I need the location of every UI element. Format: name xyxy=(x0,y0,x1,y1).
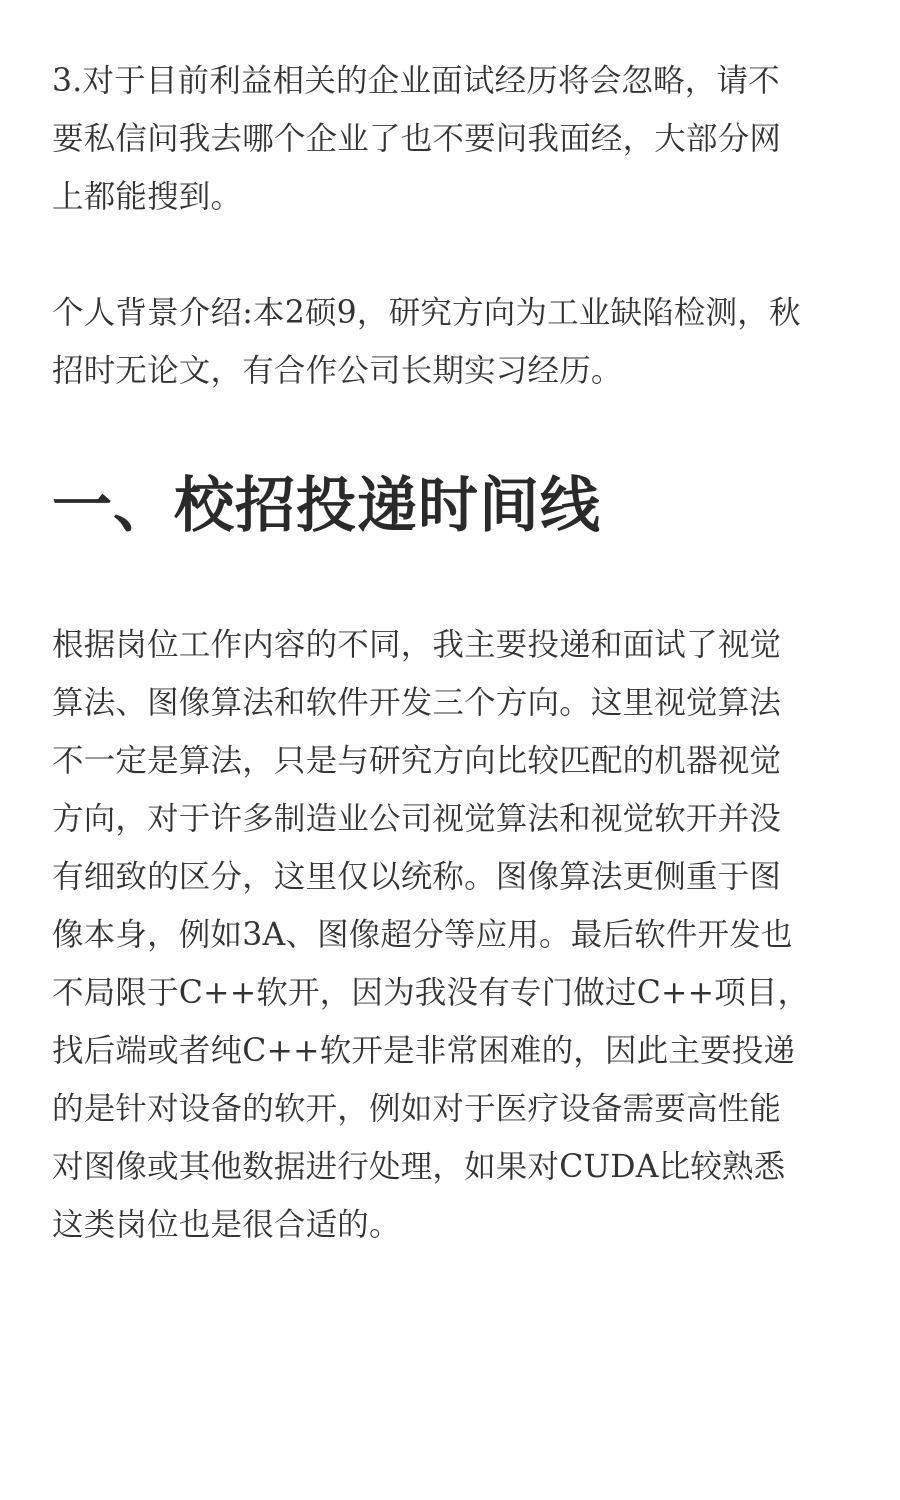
background-paragraph: 个人背景介绍:本2硕9，研究方向为工业缺陷检测，秋 招时无论文，有合作公司长期实习经历。 xyxy=(52,295,801,389)
note-paragraph: 3.对于目前利益相关的企业面试经历将会忽略，请不 要私信问我去哪个企业了也不要问我面经，大部分网 上都能搜到。 xyxy=(52,63,782,215)
section-body-paragraph: 根据岗位工作内容的不同，我主要投递和面试了视觉 算法、图像算法和软件开发三个方向。这里视觉算法 不一定是算法，只是与研究方向比较匹配的机器视觉 方向，对于许多制造业公司视觉算法和视觉软开并没 有细致的区分，这里仅以统称。图像算法更侧重于图 像本身，例如3A、图像超分等应用。最后软件开发也 不局限于C++软开，因为我没有专门做过C++项目， 找后端或者纯C++软开是非常困难的，因此主要投递 的是针对设备的软开，例如对于医疗设备需要高性能 对图像或其他数据进行处理，如果对CUDA比较熟悉 这类岗位也是很合适的。 xyxy=(52,627,810,1243)
section-heading: 一、校招投递时间线 xyxy=(52,471,601,541)
